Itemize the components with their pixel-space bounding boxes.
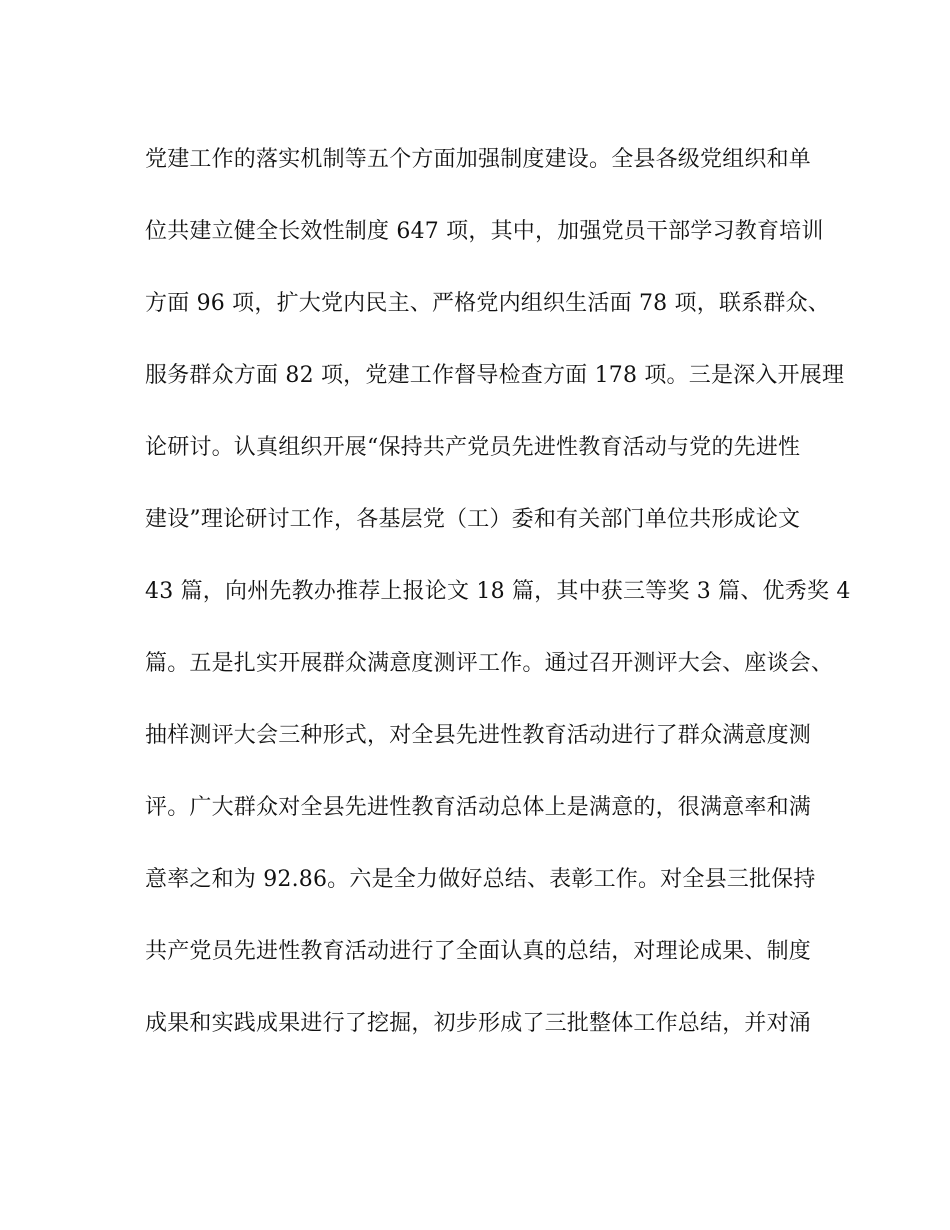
text-line: 建设”理论研讨工作，各基层党（工）委和有关部门单位共形成论文 xyxy=(145,507,801,532)
text-line: 意率之和为 92.86。六是全力做好总结、表彰工作。对全县三批保持 xyxy=(145,867,816,892)
text-line: 成果和实践成果进行了挖掘，初步形成了三批整体工作总结，并对涌 xyxy=(145,1011,812,1036)
text-line: 方面 96 项，扩大党内民主、严格党内组织生活面 78 项，联系群众、 xyxy=(145,291,830,316)
text-line: 43 篇，向州先教办推荐上报论文 18 篇，其中获三等奖 3 篇、优秀奖 4 xyxy=(145,579,851,604)
text-line: 篇。五是扎实开展群众满意度测评工作。通过召开测评大会、座谈会、 xyxy=(145,651,834,676)
text-line: 服务群众方面 82 项，党建工作督导检查方面 178 项。三是深入开展理 xyxy=(145,363,845,388)
text-line: 评。广大群众对全县先进性教育活动总体上是满意的，很满意率和满 xyxy=(145,795,812,820)
text-line: 共产党员先进性教育活动进行了全面认真的总结，对理论成果、制度 xyxy=(145,939,812,964)
text-line: 抽样测评大会三种形式，对全县先进性教育活动进行了群众满意度测 xyxy=(145,723,812,748)
text-line: 论研讨。认真组织开展“保持共产党员先进性教育活动与党的先进性 xyxy=(145,435,801,460)
text-line: 党建工作的落实机制等五个方面加强制度建设。全县各级党组织和单 xyxy=(145,147,812,172)
document-body xyxy=(145,140,851,1076)
text-line: 位共建立健全长效性制度 647 项，其中，加强党员干部学习教育培训 xyxy=(145,219,824,244)
